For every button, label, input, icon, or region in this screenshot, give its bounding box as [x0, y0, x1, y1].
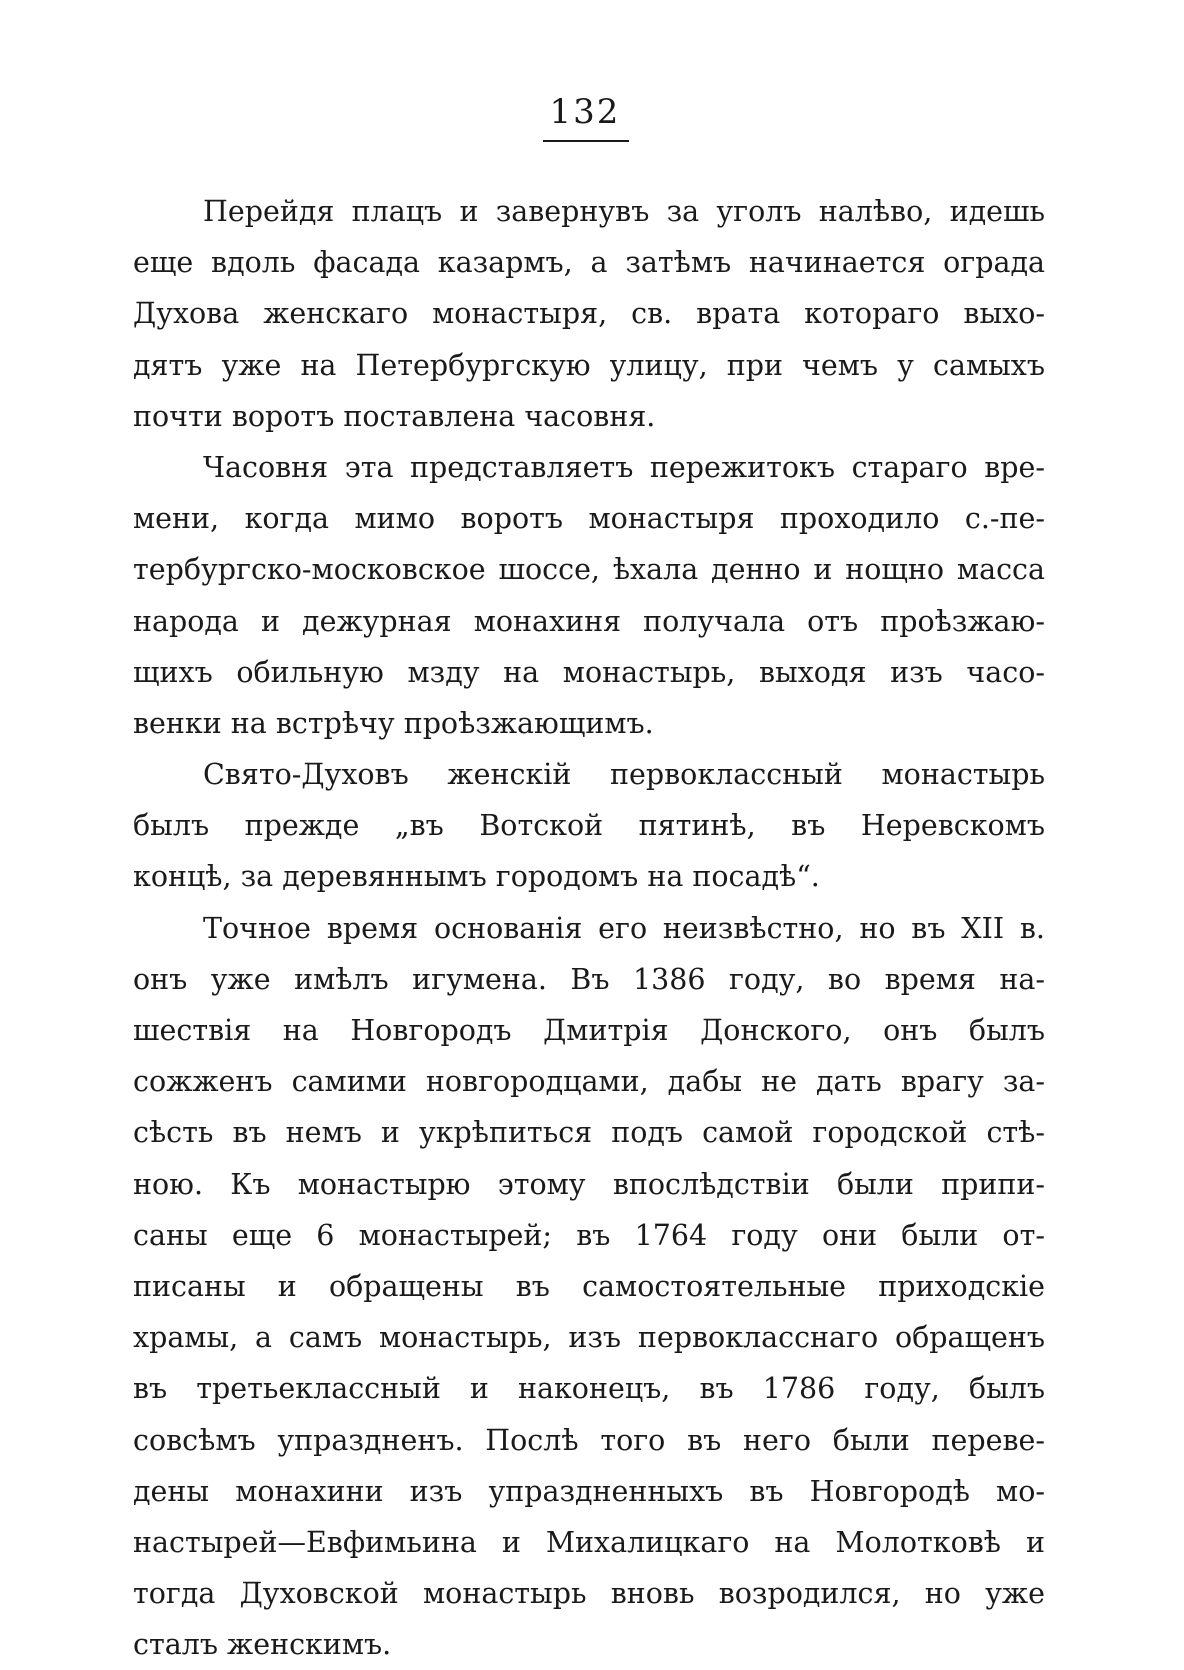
text-line: дены монахини изъ упраздненныхъ въ Новгородѣ мо- — [133, 1474, 1045, 1508]
text-line: храмы, а самъ монастырь, изъ первокласснаго обращенъ — [133, 1321, 1045, 1355]
text-line: Перейдя плацъ и завернувъ за уголъ налѣво, идешь — [203, 195, 1045, 228]
text-line: ною. Къ монастырю этому впослѣдствіи были припи- — [133, 1167, 1045, 1201]
text-line: онъ уже имѣлъ игумена. Въ 1386 году, во время на- — [133, 962, 1045, 996]
text-line: народа и дежурная монахиня получала отъ проѣзжаю- — [133, 604, 1045, 638]
text-line: почти воротъ поставлена часовня. — [133, 399, 656, 433]
text-line: саны еще 6 монастырей; въ 1764 году они были от- — [133, 1218, 1045, 1252]
text-line: Точное время основанія его неизвѣстно, но въ XII в. — [203, 911, 1045, 945]
text-line: дятъ уже на Петербургскую улицу, при чемъ у самыхъ — [133, 348, 1045, 382]
text-line: въ третьеклассный и наконецъ, въ 1786 году, былъ — [133, 1372, 1045, 1406]
text-line: совсѣмъ упраздненъ. Послѣ того въ него были переве- — [133, 1423, 1045, 1457]
page-number-rule — [543, 140, 629, 142]
text-line: сѣсть въ немъ и укрѣпиться подъ самой городской стѣ- — [133, 1116, 1045, 1150]
text-line: настырей—Евфимьина и Михалицкаго на Молотковѣ и — [133, 1525, 1045, 1559]
text-line: тогда Духовской монастырь вновь возродился, но уже — [133, 1577, 1045, 1611]
text-line: шествія на Новгородъ Дмитрія Донского, онъ былъ — [133, 1014, 1045, 1047]
text-line: Свято-Духовъ женскій первоклассный монастырь — [203, 758, 1045, 792]
text-line: мени, когда мимо воротъ монастыря проходило с.-пе- — [133, 502, 1045, 536]
text-line: сталъ женскимъ. — [133, 1628, 392, 1662]
text-line: концѣ, за деревяннымъ городомъ на посадѣ“. — [133, 860, 820, 894]
text-line: Часовня эта представляетъ пережитокъ стараго вре- — [203, 450, 1045, 484]
text-line: еще вдоль фасада казармъ, а затѣмъ начинается ограда — [133, 246, 1045, 280]
body-text — [133, 186, 1045, 1670]
text-line: венки на встрѣчу проѣзжающимъ. — [133, 706, 654, 740]
text-line: тербургско-московское шоссе, ѣхала денно и нощно масса — [133, 553, 1045, 587]
text-line: Духова женскаго монастыря, св. врата котораго выхо- — [133, 297, 1045, 331]
text-line: сожженъ самими новгородцами, дабы не дать врагу за- — [133, 1065, 1045, 1099]
text-line: писаны и обращены въ самостоятельные приходскіе — [133, 1269, 1045, 1303]
text-line: щихъ обильную мзду на монастырь, выходя изъ часо- — [133, 655, 1045, 689]
text-line: былъ прежде „въ Вотской пятинѣ, въ Неревскомъ — [133, 809, 1045, 843]
page-number: 132 — [549, 92, 621, 132]
